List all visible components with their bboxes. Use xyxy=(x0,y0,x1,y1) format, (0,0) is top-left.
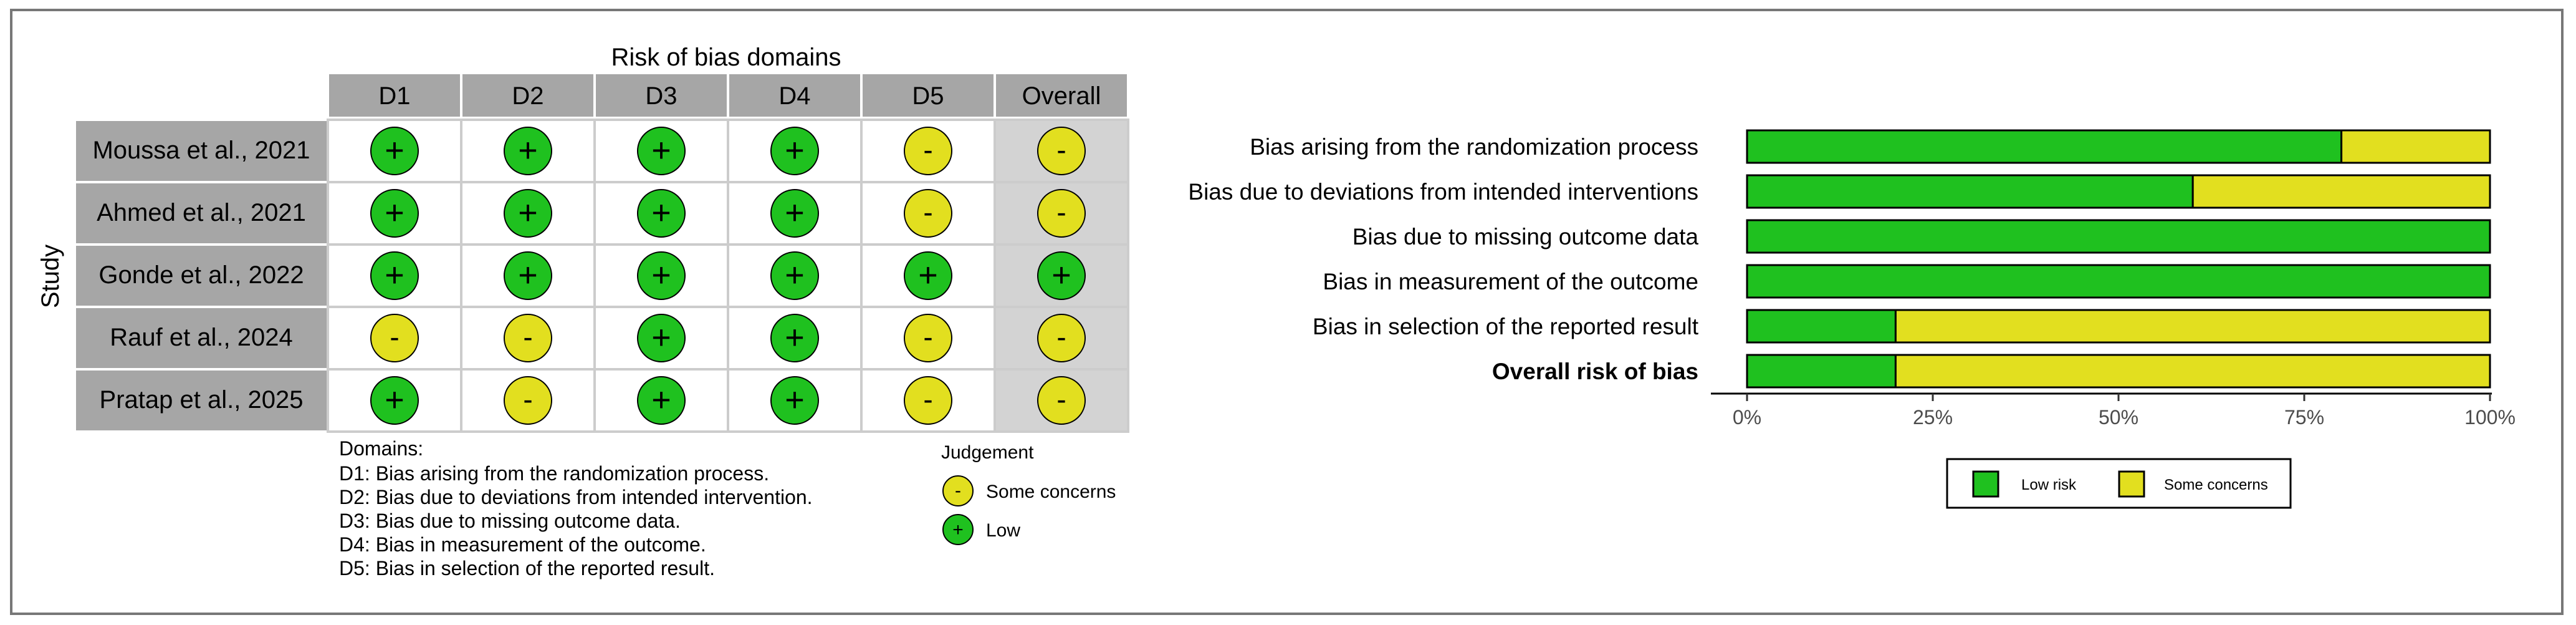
judgement-symbol: + xyxy=(785,319,805,356)
column-header-label: D4 xyxy=(778,82,811,110)
judgement-symbol: + xyxy=(385,256,405,294)
domains-heading: Domains: xyxy=(339,437,424,460)
judgement-symbol: + xyxy=(651,381,671,419)
judgement-symbol: - xyxy=(923,133,933,166)
column-header-label: D1 xyxy=(378,82,411,110)
domain-description: D1: Bias arising from the randomization process. xyxy=(339,462,770,485)
summary-bar-chart xyxy=(1188,130,2516,508)
bar-segment-low-risk xyxy=(1747,175,2193,208)
x-tick-label: 0% xyxy=(1732,406,1762,429)
bar-chart-legend xyxy=(1947,459,2291,508)
legend-label: Some concerns xyxy=(986,482,1116,502)
column-header-label: D5 xyxy=(912,82,944,110)
column-header-label: Overall xyxy=(1022,82,1101,110)
judgement-symbol: - xyxy=(1056,383,1066,415)
domain-description: D4: Bias in measurement of the outcome. xyxy=(339,533,706,556)
judgement-symbol: - xyxy=(1056,321,1066,353)
judgement-symbol: + xyxy=(385,194,405,231)
legend-label-low-risk: Low risk xyxy=(2021,477,2077,493)
judgement-symbol: + xyxy=(518,132,538,169)
bar-segment-low-risk xyxy=(1747,355,1895,387)
category-label: Bias arising from the randomization process xyxy=(1250,134,1698,160)
study-name: Gonde et al., 2022 xyxy=(98,261,304,289)
study-axis-label: Study xyxy=(37,244,64,309)
legend-item-low xyxy=(943,515,1020,545)
judgement-symbol: - xyxy=(923,196,933,228)
judgement-symbol: + xyxy=(651,256,671,294)
judgement-symbol: + xyxy=(785,194,805,231)
column-header-label: D2 xyxy=(512,82,544,110)
bar-segment-some-concerns xyxy=(2193,175,2490,208)
legend-label-some-concerns: Some concerns xyxy=(2164,477,2268,493)
judgement-symbol: + xyxy=(918,256,938,294)
bar-segment-low-risk xyxy=(1747,310,1895,342)
judgement-symbol: + xyxy=(651,194,671,231)
legend-symbol: + xyxy=(952,520,964,540)
bar-segment-low-risk xyxy=(1747,220,2490,253)
x-tick-label: 75% xyxy=(2284,406,2325,429)
study-name: Rauf et al., 2024 xyxy=(110,324,293,351)
column-header-label: D3 xyxy=(645,82,678,110)
judgement-symbol: + xyxy=(385,381,405,419)
x-tick-label: 25% xyxy=(1912,406,1953,429)
x-axis-ticks xyxy=(1733,394,2516,429)
x-tick-label: 50% xyxy=(2098,406,2139,429)
legend-label: Low xyxy=(986,520,1021,541)
judgement-symbol: + xyxy=(518,256,538,294)
judgement-symbol: - xyxy=(523,321,533,353)
judgement-symbol: - xyxy=(390,321,400,353)
judgement-symbol: + xyxy=(785,381,805,419)
judgement-symbol: + xyxy=(785,132,805,169)
x-tick-label: 100% xyxy=(2464,406,2516,429)
category-label: Bias due to deviations from intended interventions xyxy=(1188,179,1698,205)
judgement-symbol: + xyxy=(785,256,805,294)
domain-description: D5: Bias in selection of the reported result. xyxy=(339,557,715,579)
judgement-symbol: + xyxy=(1051,256,1071,294)
judgement-symbol: + xyxy=(651,319,671,356)
bar-segment-some-concerns xyxy=(1895,310,2490,342)
judgement-symbol: - xyxy=(923,321,933,353)
some-concerns-swatch xyxy=(2119,472,2144,497)
judgement-symbol: + xyxy=(651,132,671,169)
traffic-light-title: Risk of bias domains xyxy=(611,44,841,71)
judgement-symbol: - xyxy=(923,383,933,415)
category-label: Bias due to missing outcome data xyxy=(1352,224,1698,250)
judgement-symbol: + xyxy=(385,132,405,169)
study-name: Pratap et al., 2025 xyxy=(99,386,304,414)
legend-item-some-concerns xyxy=(943,476,1116,506)
category-label: Overall risk of bias xyxy=(1491,359,1698,384)
bar-segment-some-concerns xyxy=(1895,355,2490,387)
study-name: Ahmed et al., 2021 xyxy=(97,199,306,226)
judgement-legend xyxy=(941,442,1116,545)
judgement-legend-title: Judgement xyxy=(941,442,1034,463)
legend-symbol: - xyxy=(955,480,961,501)
traffic-light-grid xyxy=(75,73,1128,432)
domain-description: D2: Bias due to deviations from intended intervention. xyxy=(339,486,813,508)
stacked-bars xyxy=(1747,130,2490,387)
judgement-symbol: - xyxy=(523,383,533,415)
bar-segment-low-risk xyxy=(1747,265,2490,298)
study-name: Moussa et al., 2021 xyxy=(92,137,310,164)
bar-segment-some-concerns xyxy=(2342,130,2490,163)
domains-key xyxy=(339,437,813,579)
judgement-symbol: - xyxy=(1056,133,1066,166)
domain-description: D3: Bias due to missing outcome data. xyxy=(339,510,681,532)
category-label: Bias in selection of the reported result xyxy=(1312,314,1698,339)
category-labels xyxy=(1188,134,1698,384)
low-risk-swatch xyxy=(1973,472,1998,497)
bar-segment-low-risk xyxy=(1747,130,2342,163)
judgement-symbol: + xyxy=(518,194,538,231)
judgement-symbol: - xyxy=(1056,196,1066,228)
category-label: Bias in measurement of the outcome xyxy=(1323,269,1698,294)
